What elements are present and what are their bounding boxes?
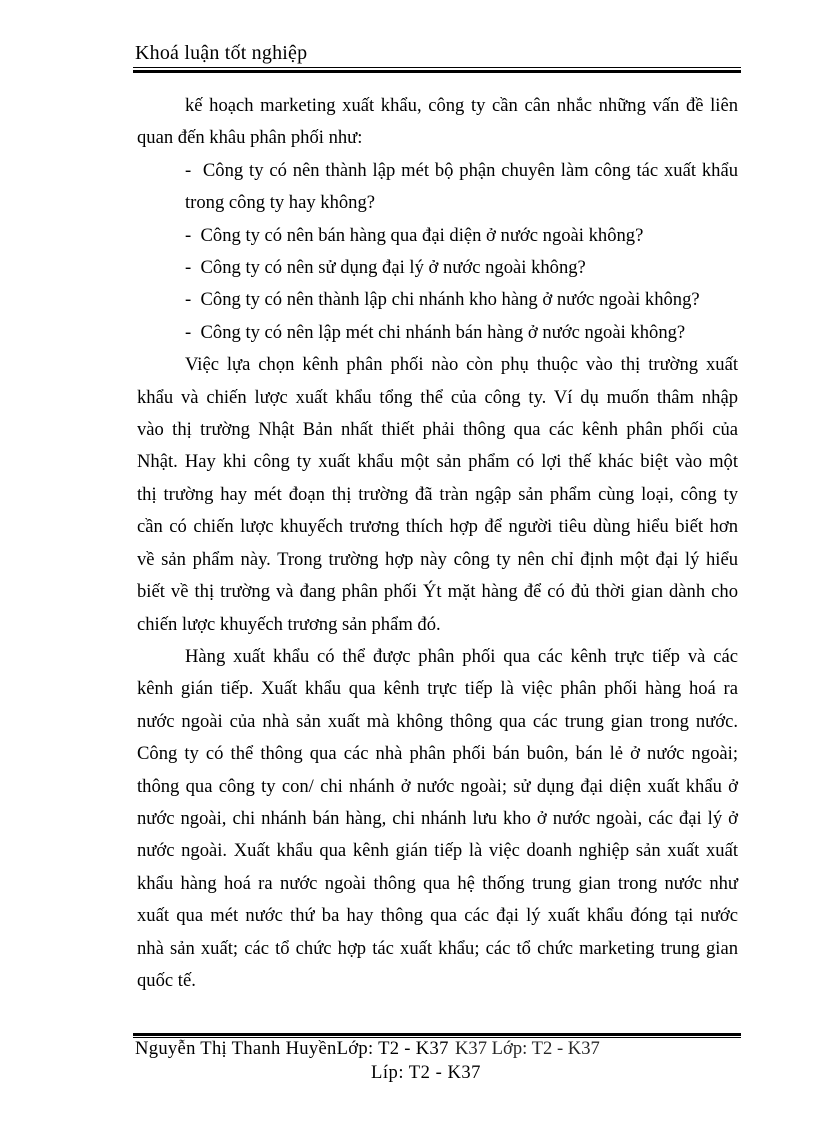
para2-line-2: khẩu và chiến lược xuất khẩu tổng thể của công ty. Ví dụ muốn thâm nhập bbox=[137, 386, 738, 408]
para3-line-10: nhà sản xuất; các tổ chức hợp tác xuất khẩu; các tổ chức marketing trung gian bbox=[137, 937, 738, 959]
para2-line-3: vào thị trường Nhật Bản nhất thiết phải thông qua các kênh phân phối của bbox=[137, 419, 738, 441]
document-body bbox=[137, 90, 738, 997]
header-rule-thick bbox=[133, 70, 741, 73]
para3-line-11: quốc tế. bbox=[137, 969, 196, 991]
intro-line-2: quan đến khâu phân phối như: bbox=[137, 127, 363, 149]
bullet-marker: - bbox=[185, 224, 192, 246]
header-rule-thin bbox=[133, 67, 741, 68]
intro-line-1: kế hoạch marketing xuất khẩu, công ty cần cân nhắc những vấn đề liên bbox=[185, 95, 738, 116]
para3-line-8: khẩu hàng hoá ra nước ngoài thông qua hệ thống trung gian trong nước như bbox=[137, 872, 738, 894]
bullet-item-5 bbox=[137, 317, 738, 349]
page-header-title: Khoá luận tốt nghiệp bbox=[135, 42, 308, 64]
para2-line-1: Việc lựa chọn kênh phân phối nào còn phụ thuộc vào thị trường xuất bbox=[185, 354, 738, 376]
bullet-item-1 bbox=[137, 155, 738, 187]
para3-line-9: xuất qua mét nước thứ ba hay thông qua các đại lý xuất khẩu đóng tại nước bbox=[137, 905, 738, 927]
para2-line-4: Nhật. Hay khi công ty xuất khẩu một sản phẩm có lợi thế khác biệt vào một bbox=[137, 451, 738, 473]
bullet-text: Công ty có nên bán hàng qua đại diện ở nước ngoài không? bbox=[200, 224, 644, 246]
bullet-item-3 bbox=[137, 252, 738, 284]
footer-rule-thick bbox=[133, 1033, 741, 1036]
para2-line-6: cần có chiến lược khuyếch trương thích hợp để người tiêu dùng hiểu biết hơn bbox=[137, 516, 738, 538]
footer-overlap-text: K37 Lớp: T2 - K37 bbox=[455, 1038, 600, 1059]
footer-author-text: Nguyễn Thị Thanh HuyềnLớp: T2 - K37 bbox=[135, 1038, 449, 1059]
bullet-item-2 bbox=[137, 220, 738, 252]
para2-line-8: biết về thị trường và đang phân phối Ýt mặt hàng để có đủ thời gian dành cho bbox=[137, 581, 738, 603]
bullet-marker: - bbox=[185, 289, 192, 311]
para3-line-5: thông qua công ty con/ chi nhánh ở nước ngoài; sử dụng đại diện xuất khẩu ở bbox=[137, 775, 738, 797]
para3-line-1: Hàng xuất khẩu có thể được phân phối qua các kênh trực tiếp và các bbox=[185, 645, 738, 667]
para3-line-6: nước ngoài, chi nhánh bán hàng, chi nhánh lưu kho ở nước ngoài, các đại lý ở bbox=[137, 807, 738, 829]
para3-line-3: nước ngoài của nhà sản xuất mà không thông qua các trung gian trong nước. bbox=[137, 710, 738, 732]
para3-line-4: Công ty có thể thông qua các nhà phân phối bán buôn, bán lẻ ở nước ngoài; bbox=[137, 743, 738, 765]
para3-line-2: kênh gián tiếp. Xuất khẩu qua kênh trực tiếp là việc phân phối hàng hoá ra bbox=[137, 678, 738, 700]
bullet-text: Công ty có nên lập mét chi nhánh bán hàng ở nước ngoài không? bbox=[200, 321, 686, 343]
footer-author-class bbox=[135, 1038, 600, 1060]
para3-line-7: nước ngoài. Xuất khẩu qua kênh gián tiếp là việc doanh nghiệp sản xuất xuất bbox=[137, 840, 738, 862]
bullet-text: Công ty có nên thành lập mét bộ phận chuyên làm công tác xuất khẩu bbox=[202, 159, 739, 181]
bullet-item-1-continued: trong công ty hay không? bbox=[185, 192, 376, 214]
para2-line-7: về sản phẩm này. Trong trường hợp này công ty nên chỉ định một đại lý hiểu bbox=[137, 548, 738, 570]
bullet-marker: - bbox=[185, 159, 192, 181]
bullet-marker: - bbox=[185, 257, 192, 279]
para2-line-9: chiến lược khuyếch trương sản phẩm đó. bbox=[137, 613, 441, 635]
bullet-item-4 bbox=[137, 284, 738, 316]
para2-line-5: thị trường hay mét đoạn thị trường đã tràn ngập sản phẩm cùng loại, công ty bbox=[137, 483, 738, 505]
bullet-marker: - bbox=[185, 321, 192, 343]
bullet-text: Công ty có nên thành lập chi nhánh kho hàng ở nước ngoài không? bbox=[200, 289, 700, 311]
bullet-text: Công ty có nên sử dụng đại lý ở nước ngoài không? bbox=[200, 257, 586, 279]
footer-class-line: Líp: T2 - K37 bbox=[371, 1062, 481, 1083]
